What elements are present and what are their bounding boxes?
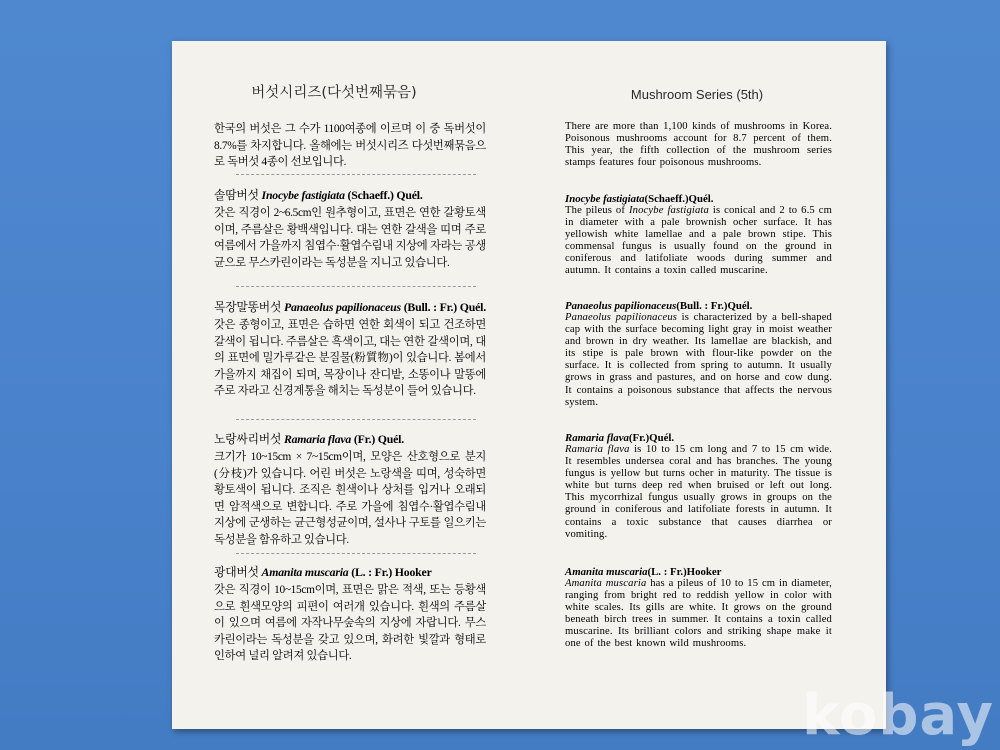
divider	[236, 553, 476, 554]
english-description	[565, 312, 832, 409]
scientific-name: Panaeolus papilionaceus	[565, 300, 677, 312]
korean-species-2	[214, 298, 486, 400]
description-lead: The pileus of	[565, 205, 629, 216]
description-scientific-name: Ramaria flava	[565, 444, 630, 455]
english-species-2	[565, 300, 832, 409]
english-title: Mushroom Series (5th)	[630, 87, 764, 102]
author: (Fr.)Quél.	[628, 432, 675, 444]
description-scientific-name: Amanita muscaria	[565, 578, 647, 589]
author: (L. : Fr.) Hooker	[351, 565, 432, 579]
author: (Bull. : Fr.) Quél.	[403, 300, 486, 314]
english-species-3	[565, 432, 832, 541]
scientific-name: Inocybe fastigiata	[565, 193, 645, 205]
description-scientific-name: Panaeolus papilionaceus	[565, 312, 678, 323]
description-text: is conical and 2 to 6.5 cm in diameter with a pale brownish ocher surface. It has yellowish white lamellae and a pale brown stipe. This commensal fungus is usually found on the ground in coniferous and latifoliate woods during summer and autumn. It contains a toxin called muscarine.	[565, 205, 832, 277]
english-species-heading	[565, 566, 832, 578]
korean-title: 버섯시리즈(다섯번째묶음)	[251, 85, 417, 101]
description-text: has a pileus of 10 to 15 cm in diameter, ranging from bright red to reddish yellow in color with white scales. Its gills are white. It grows on the ground beneath birch trees in summer. It contains a toxin called muscarine. Its brilliant colors and striking shape make it one of the best known wild mushrooms.	[565, 578, 832, 650]
divider	[236, 174, 476, 175]
korean-species-heading	[214, 430, 486, 447]
watermark-logo: kobay	[802, 683, 994, 748]
korean-name: 광대버섯	[214, 565, 259, 579]
info-card	[172, 41, 886, 729]
scientific-name: Panaeolus papilionaceus	[283, 300, 401, 314]
english-description	[565, 444, 832, 541]
scientific-name: Ramaria flava	[283, 432, 352, 446]
korean-name: 솔땀버섯	[214, 188, 259, 202]
english-species-heading	[565, 193, 832, 205]
korean-description: 크기가 10~15cm × 7~15cm이며, 모양은 산호형으로 분지(分枝)가 있습니다. 어린 버섯은 노랑색을 띠며, 성숙하면 황토색이 됩니다. 조직은 흰색이나 상처를 입거나 오래되면 암적색으로 변합니다. 주로 가을에 침엽수·활엽수림내 지상에 군생하는 균근형성균이며, 설사나 구토를 일으키는 독성분을 함유하고 있습니다.	[214, 451, 486, 546]
english-species-1	[565, 193, 832, 278]
korean-name: 노랑싸리버섯	[214, 432, 282, 446]
divider	[236, 419, 476, 420]
author: (L. : Fr.)Hooker	[647, 566, 722, 578]
english-intro-block	[565, 121, 832, 169]
scientific-name: Amanita muscaria	[261, 565, 349, 579]
description-text: is 10 to 15 cm long and 7 to 15 cm wide. It resembles undersea coral and has branches. The young fungus is yellow but turns ocher in maturity. The tissue is white but turns deep red when bruised or left out long. This mycorrhizal fungus usually grows in groups on the ground in coniferous and latifoliate forests in autumn. It contains a toxic substance that causes diarrhea or vomiting.	[565, 444, 832, 540]
description-scientific-name: Inocybe fastigiata	[628, 205, 709, 216]
scientific-name: Inocybe fastigiata	[261, 188, 345, 202]
author: (Schaeff.) Quél.	[347, 188, 423, 202]
korean-description: 갓은 직경이 10~15cm이며, 표면은 맑은 적색, 또는 등황색으로 흰색모양의 피편이 여러개 있습니다. 흰색의 주름살이 있으며 여름에 자작나무숲속의 지상에 자랍니다. 무스카린이라는 독성분을 갖고 있으며, 화려한 빛깔과 형태로 인하여 널리 알려져 있습니다.	[214, 584, 486, 663]
author: (Fr.) Quél.	[353, 432, 405, 446]
english-description	[565, 578, 832, 651]
scientific-name: Ramaria flava	[565, 432, 629, 444]
english-intro: There are more than 1,100 kinds of mushrooms in Korea. Poisonous mushrooms account for 8.7 percent of them. This year, the fifth collection of the mushroom series stamps features four poisonous mushrooms.	[565, 121, 832, 169]
korean-description: 갓은 직경이 2~6.5cm인 원추형이고, 표면은 연한 갈황토색이며, 주름살은 황백색입니다. 대는 연한 갈색을 띠며 주로 여름에서 가을까지 침엽수·활엽수림내 지상에 자라는 공생균으로 무스카린이라는 독성분을 지니고 있습니다.	[214, 207, 486, 269]
korean-species-4	[214, 563, 486, 665]
english-species-4	[565, 566, 832, 651]
author: (Schaeff.)Quél.	[644, 193, 714, 205]
scientific-name: Amanita muscaria	[565, 566, 648, 578]
description-text: is characterized by a bell-shaped cap with the surface becoming light gray in moist weather and brown in dry weather. Its lamellae are blackish, and its stipe is pale brown with flour-like powder on the surface. It is collected from spring to autumn. It usually grows in grass and pastures, and on horse and cow dung. It contains a poisonous substance that affects the nervous system.	[565, 312, 833, 408]
english-species-heading	[565, 432, 832, 444]
divider	[236, 286, 476, 287]
korean-intro: 한국의 버섯은 그 수가 1100여종에 이르며 이 중 독버섯이 8.7%를 차지합니다. 올해에는 버섯시리즈 다섯번째묶음으로 독버섯 4종이 선보입니다.	[214, 123, 486, 169]
korean-species-heading	[214, 186, 486, 203]
korean-species-1	[214, 186, 486, 271]
korean-species-heading	[214, 298, 486, 315]
english-description	[565, 205, 832, 278]
korean-intro-block	[214, 121, 486, 171]
english-species-heading	[565, 300, 832, 312]
korean-species-heading	[214, 563, 486, 580]
korean-species-3	[214, 430, 486, 549]
korean-description: 갓은 종형이고, 표면은 습하면 연한 회색이 되고 건조하면 갈색이 됩니다. 주름살은 흑색이고, 대는 연한 갈색이며, 대의 표면에 밀가루같은 분질물(粉質物)이 있습니다. 봄에서 가을까지 채집이 되며, 목장이나 잔디밭, 소똥이나 말똥에 주로 자라고 신경계통을 해치는 독성분이 들어 있습니다.	[214, 319, 486, 398]
korean-name: 목장말똥버섯	[214, 300, 282, 314]
author: (Bull. : Fr.)Quél.	[676, 300, 753, 312]
